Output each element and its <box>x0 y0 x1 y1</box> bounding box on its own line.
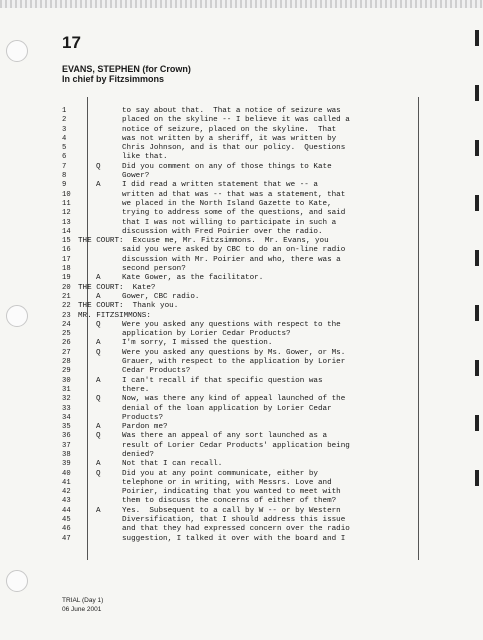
transcript-line <box>96 386 414 395</box>
line-number: 27 <box>62 348 71 357</box>
line-text: Products? <box>122 413 164 422</box>
transcript-line <box>96 451 414 460</box>
line-number: 1 <box>62 107 67 115</box>
line-number: 18 <box>62 265 71 274</box>
line-number: 38 <box>62 450 71 459</box>
line-text: them to discuss the concerns of either of them? <box>122 497 337 506</box>
line-number: 39 <box>62 460 71 469</box>
speaker-label: A <box>96 376 101 385</box>
line-text: Grauer, with respect to the application by Lorier <box>122 358 346 367</box>
transcript-line <box>96 256 414 265</box>
transcript-line <box>96 144 414 153</box>
line-text: telephone or in writing, with Messrs. Love and <box>122 478 332 487</box>
transcript-line <box>96 246 414 255</box>
line-number: 36 <box>62 432 71 441</box>
speaker-label: A <box>96 292 101 301</box>
speaker-and-text: THE COURT: Excuse me, Mr. Fitzsimmons. Mr. Evans, you <box>78 237 329 246</box>
transcript-line <box>96 516 414 525</box>
footer-trial-day: TRIAL (Day 1) <box>62 597 104 604</box>
line-number: 32 <box>62 395 71 404</box>
line-number: 16 <box>62 246 71 255</box>
speaker-and-text: THE COURT: Kate? <box>78 283 156 292</box>
line-number: 24 <box>62 320 71 329</box>
line-text: that I was not willing to participate in such a <box>122 218 337 227</box>
transcript-line <box>78 302 414 311</box>
line-text: to say about that. That a notice of seizure was <box>122 107 341 115</box>
line-number: 40 <box>62 469 71 478</box>
speaker-label: Q <box>96 162 101 171</box>
line-text: Cedar Products? <box>122 367 191 376</box>
transcript-line <box>96 293 414 302</box>
transcript-line <box>96 423 414 432</box>
line-number: 13 <box>62 218 71 227</box>
line-number: 29 <box>62 367 71 376</box>
line-number: 3 <box>62 125 67 134</box>
line-number: 33 <box>62 404 71 413</box>
examination-label: In chief by Fitzsimmons <box>62 74 165 84</box>
transcript-line <box>96 339 414 348</box>
line-text: Gower? <box>122 172 150 181</box>
line-number: 20 <box>62 283 71 292</box>
line-number: 17 <box>62 255 71 264</box>
speaker-label: A <box>96 460 101 469</box>
punch-hole <box>6 305 28 327</box>
binder-tab <box>475 85 479 101</box>
transcript-line <box>96 274 414 283</box>
transcript-line <box>96 349 414 358</box>
line-number: 23 <box>62 311 71 320</box>
line-number: 8 <box>62 172 67 181</box>
binder-tab <box>475 305 479 321</box>
transcript-body <box>78 107 414 544</box>
line-number: 15 <box>62 237 71 246</box>
binder-tab <box>475 415 479 431</box>
transcript-line <box>96 181 414 190</box>
line-number: 11 <box>62 199 71 208</box>
transcript-line <box>96 367 414 376</box>
line-text: was not written by a sheriff, it was written by <box>122 134 337 143</box>
line-number: 46 <box>62 525 71 534</box>
line-number: 35 <box>62 423 71 432</box>
binder-tab <box>475 470 479 486</box>
line-text: Gower, CBC radio. <box>122 292 200 301</box>
transcript-line <box>96 507 414 516</box>
line-text: notice of seizure, placed on the skyline. That <box>122 125 337 134</box>
line-number: 43 <box>62 497 71 506</box>
line-number: 9 <box>62 181 67 190</box>
transcript-line <box>96 200 414 209</box>
line-text: I can't recall if that specific question was <box>122 376 323 385</box>
line-number: 4 <box>62 134 67 143</box>
speaker-label: Q <box>96 320 101 329</box>
footer-date: 06 June 2001 <box>62 606 102 613</box>
line-number-column <box>62 107 82 544</box>
line-text: Not that I can recall. <box>122 460 223 469</box>
line-text: and that they had expressed concern over the radio <box>122 525 350 534</box>
line-number: 21 <box>62 292 71 301</box>
line-text: Was there an appeal of any sort launched as a <box>122 432 328 441</box>
transcript-line <box>96 209 414 218</box>
transcript-line <box>96 172 414 181</box>
transcript-line <box>96 405 414 414</box>
line-text: Did you at any point communicate, either by <box>122 469 318 478</box>
speaker-label: A <box>96 423 101 432</box>
transcript-line <box>96 460 414 469</box>
line-text: I did read a written statement that we -- a <box>122 181 318 190</box>
line-text: like that. <box>122 153 168 162</box>
line-text: written ad that was -- that was a statement, that <box>122 190 346 199</box>
line-number: 12 <box>62 209 71 218</box>
line-number: 44 <box>62 506 71 515</box>
line-text: Poirier, indicating that you wanted to meet with <box>122 488 341 497</box>
line-number: 6 <box>62 153 67 162</box>
binder-tab <box>475 250 479 266</box>
line-number: 14 <box>62 227 71 236</box>
line-number: 2 <box>62 116 67 125</box>
line-text: denied? <box>122 450 154 459</box>
line-number: 31 <box>62 385 71 394</box>
line-text: trying to address some of the questions, and said <box>122 209 346 218</box>
speaker-and-text: THE COURT: Thank you. <box>78 302 179 311</box>
speaker-label: Q <box>96 432 101 441</box>
line-text: suggestion, I talked it over with the board and I <box>122 534 346 543</box>
line-text: Now, was there any kind of appeal launched of the <box>122 395 346 404</box>
transcript-line <box>96 330 414 339</box>
transcript-line <box>96 153 414 162</box>
speaker-label: A <box>96 274 101 283</box>
line-text: Diversification, that I should address this issue <box>122 516 346 525</box>
line-text: Were you asked any questions by Ms. Gower, or Ms. <box>122 348 346 357</box>
transcript-line <box>96 535 414 544</box>
scan-edge <box>0 0 483 8</box>
binder-tab <box>475 195 479 211</box>
transcript-line <box>96 395 414 404</box>
line-text: Kate Gower, as the facilitator. <box>122 274 264 283</box>
transcript-line <box>96 432 414 441</box>
line-text: discussion with Mr. Poirier and who, there was a <box>122 255 341 264</box>
transcript-line <box>96 479 414 488</box>
speaker-label: Q <box>96 348 101 357</box>
line-text: Were you asked any questions with respect to the <box>122 320 341 329</box>
line-number: 28 <box>62 358 71 367</box>
transcript-line <box>96 358 414 367</box>
transcript-line <box>96 228 414 237</box>
line-number: 37 <box>62 441 71 450</box>
line-text: I'm sorry, I missed the question. <box>122 339 273 348</box>
line-text: second person? <box>122 265 186 274</box>
binder-tab <box>475 30 479 46</box>
transcript-line <box>78 237 414 246</box>
transcript-line <box>96 497 414 506</box>
speaker-label: Q <box>96 395 101 404</box>
binder-tab <box>475 140 479 156</box>
line-number: 10 <box>62 190 71 199</box>
line-text: result of Lorier Cedar Products' application being <box>122 441 350 450</box>
transcript-line <box>96 126 414 135</box>
speaker-and-text: MR. FITZSIMMONS: <box>78 311 151 320</box>
line-text: Pardon me? <box>122 423 168 432</box>
line-number: 30 <box>62 376 71 385</box>
transcript-line <box>96 107 414 116</box>
line-number: 25 <box>62 330 71 339</box>
line-text: Chris Johnson, and is that our policy. Questions <box>122 144 346 153</box>
transcript-line <box>96 163 414 172</box>
line-number: 7 <box>62 162 67 171</box>
line-number: 26 <box>62 339 71 348</box>
line-number: 42 <box>62 488 71 497</box>
binder-tab <box>475 360 479 376</box>
transcript-line <box>96 116 414 125</box>
speaker-label: A <box>96 506 101 515</box>
page-number: 17 <box>62 33 81 52</box>
witness-name: EVANS, STEPHEN (for Crown) <box>62 64 191 74</box>
transcript-line <box>96 488 414 497</box>
line-number: 5 <box>62 144 67 153</box>
line-number: 22 <box>62 302 71 311</box>
line-text: there. <box>122 385 150 394</box>
transcript-line <box>78 283 414 293</box>
line-text: said you were asked by CBC to do an on-line radio <box>122 246 346 255</box>
line-number: 34 <box>62 413 71 422</box>
transcript-line <box>96 414 414 423</box>
transcript-line <box>96 470 414 479</box>
line-text: discussion with Fred Poirier over the radio. <box>122 227 323 236</box>
punch-hole <box>6 40 28 62</box>
line-text: application by Lorier Cedar Products? <box>122 330 291 339</box>
speaker-label: Q <box>96 469 101 478</box>
transcript-line <box>96 135 414 144</box>
line-number: 41 <box>62 478 71 487</box>
line-text: denial of the loan application by Lorier Cedar <box>122 404 332 413</box>
transcript-line <box>96 442 414 451</box>
line-text: Did you comment on any of those things to Kate <box>122 162 332 171</box>
transcript-line <box>96 321 414 330</box>
line-text: Yes. Subsequent to a call by W -- or by Western <box>122 506 341 515</box>
speaker-label: A <box>96 181 101 190</box>
transcript-line <box>96 525 414 534</box>
transcript-line <box>96 219 414 228</box>
transcript-line <box>78 311 414 321</box>
line-number: 47 <box>62 534 71 543</box>
transcript-line <box>96 265 414 274</box>
line-text: placed on the skyline -- I believe it was called a <box>122 116 350 125</box>
line-number: 19 <box>62 274 71 283</box>
transcript-line <box>96 191 414 200</box>
transcript-line <box>96 377 414 386</box>
line-number: 45 <box>62 516 71 525</box>
line-text: we placed in the North Island Gazette to Kate, <box>122 199 332 208</box>
punch-hole <box>6 570 28 592</box>
speaker-label: A <box>96 339 101 348</box>
